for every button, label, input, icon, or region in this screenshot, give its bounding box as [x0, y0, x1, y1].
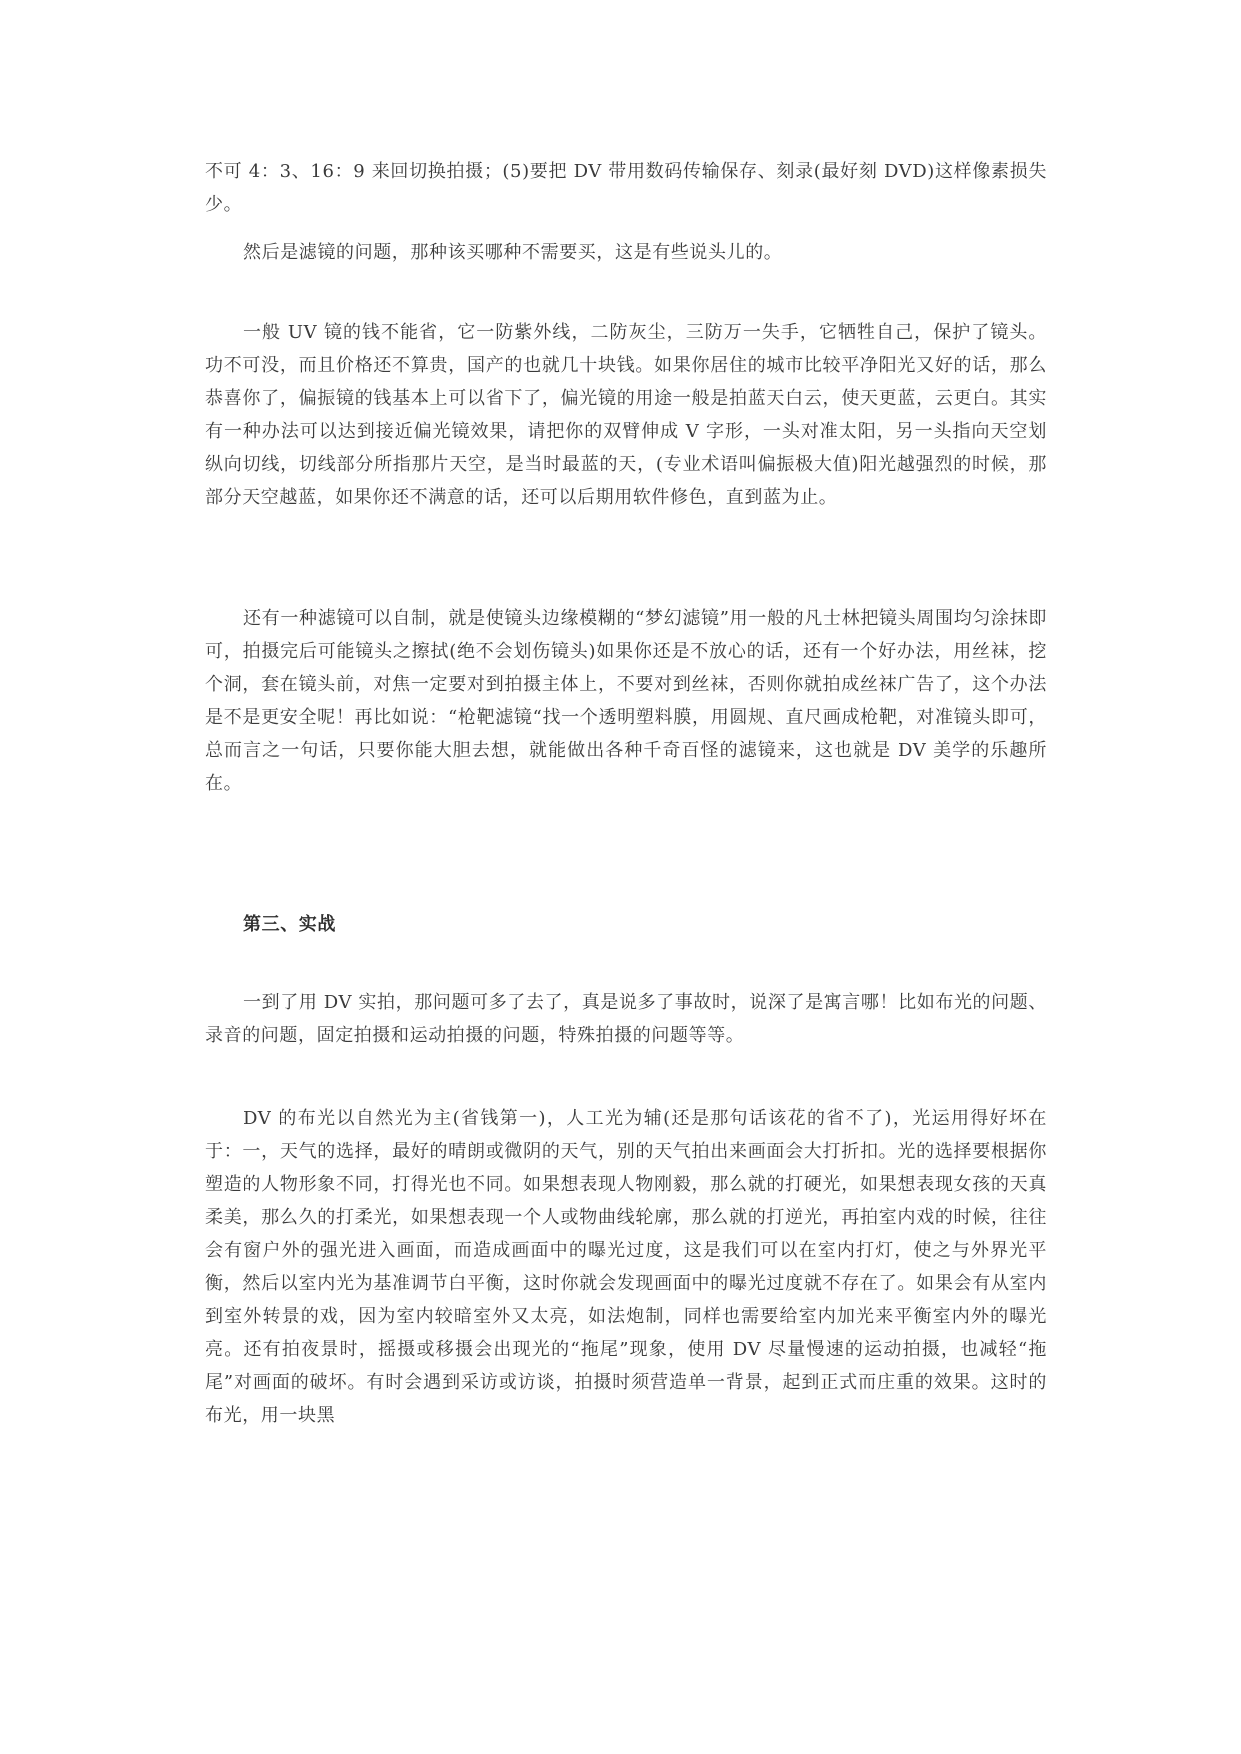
paragraph-diy-filter: 还有一种滤镜可以自制，就是使镜头边缘模糊的“梦幻滤镜”用一般的凡士林把镜头周围均匀涂抹即可，拍摄完后可能镜头之擦拭(绝不会划伤镜头)如果你还是不放心的话，还有一个好办法，用丝袜，挖个洞，套在镜头前，对焦一定要对到拍摄主体上，不要对到丝袜，否则你就拍成丝袜广告了，这个办法是不是更安全呢！再比如说：“枪靶滤镜“找一个透明塑料膜，用圆规、直尺画成枪靶，对准镜头即可，总而言之一句话，只要你能大胆去想，就能做出各种千奇百怪的滤镜来，这也就是 DV 美学的乐趣所在。 [205, 608, 1047, 794]
paragraph-uv-filter: 一般 UV 镜的钱不能省，它一防紫外线，二防灰尘，三防万一失手，它牺牲自己，保护了镜头。功不可没，而且价格还不算贵，国产的也就几十块钱。如果你居住的城市比较平净阳光又好的话，那么恭喜你了，偏振镜的钱基本上可以省下了，偏光镜的用途一般是拍蓝天白云，使天更蓝，云更白。其实有一种办法可以达到接近偏光镜效果，请把你的双臂伸成 V 字形，一头对准太阳，另一头指向天空划纵向切线，切线部分所指那片天空，是当时最蓝的天，(专业术语叫偏振极大值)阳光越强烈的时候，那部分天空越蓝，如果你还不满意的话，还可以后期用软件修色，直到蓝为止。 [205, 322, 1047, 508]
paragraph-filters-intro: 然后是滤镜的问题，那种该买哪种不需要买，这是有些说头儿的。 [243, 242, 783, 263]
section-heading-practice: 第三、实战 [243, 914, 336, 935]
paragraph-lighting: DV 的布光以自然光为主(省钱第一)，人工光为辅(还是那句话该花的省不了)，光运用得好坏在于：一，天气的选择，最好的晴朗或微阴的天气，别的天气拍出来画面会大打折扣。光的选择要根据你塑造的人物形象不同，打得光也不同。如果想表现人物刚毅，那么就的打硬光，如果想表现女孩的天真柔美，那么久的打柔光，如果想表现一个人或物曲线轮廓，那么就的打逆光，再拍室内戏的时候，往往会有窗户外的强光进入画面，而造成画面中的曝光过度，这是我们可以在室内打灯，使之与外界光平衡，然后以室内光为基准调节白平衡，这时你就会发现画面中的曝光过度就不存在了。如果会有从室内到室外转景的戏，因为室内较暗室外又太亮，如法炮制，同样也需要给室内加光来平衡室内外的曝光亮。还有拍夜景时，摇摄或移摄会出现光的“拖尾”现象，使用 DV 尽量慢速的运动拍摄，也减轻“拖尾”对画面的破坏。有时会遇到采访或访谈，拍摄时须营造单一背景，起到正式而庄重的效果。这时的布光，用一块黑 [205, 1108, 1047, 1426]
paragraph-continued: 不可 4：3、16：9 来回切换拍摄；(5)要把 DV 带用数码传输保存、刻录(最好刻 DVD)这样像素损失少。 [205, 161, 1047, 215]
paragraph-practice-intro: 一到了用 DV 实拍，那问题可多了去了，真是说多了事故时，说深了是寓言哪！比如布光的问题、录音的问题，固定拍摄和运动拍摄的问题，特殊拍摄的问题等等。 [205, 992, 1047, 1046]
